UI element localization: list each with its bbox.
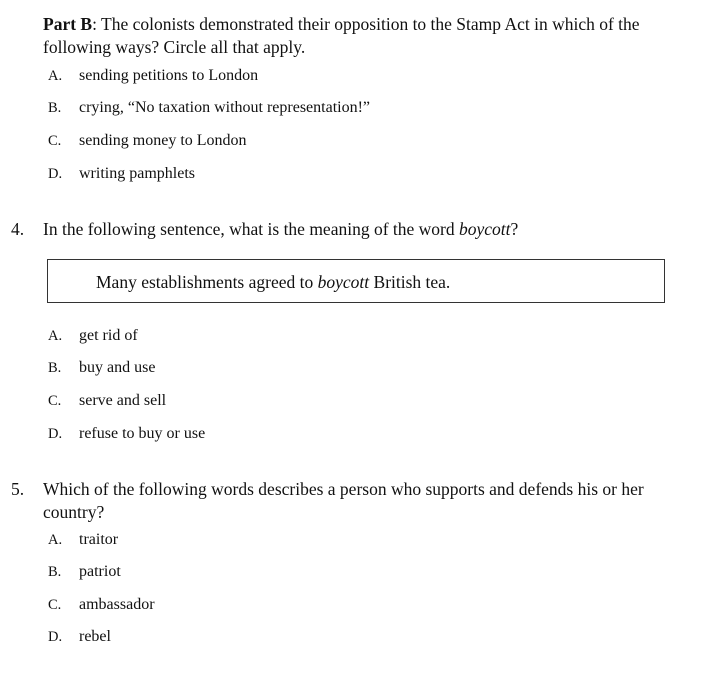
partB-stem-line1	[43, 13, 640, 36]
q4-option-a[interactable]	[48, 326, 62, 346]
q4-option-b[interactable]	[48, 358, 61, 378]
q4-stem-end: ?	[510, 219, 519, 239]
option-letter: A.	[48, 532, 63, 548]
q4-number: 4.	[11, 219, 25, 239]
q5-option-c[interactable]	[48, 595, 61, 615]
q4-option-d-text: refuse to buy or use	[79, 425, 206, 442]
q5-option-a-text: traitor	[79, 531, 119, 548]
q5-number: 5.	[11, 479, 25, 499]
q5-option-a[interactable]	[48, 530, 62, 550]
q5-stem-line2: country?	[43, 502, 105, 522]
q4-option-d[interactable]	[48, 424, 62, 444]
q4-stem-text: In the following sentence, what is the meaning of the word	[43, 219, 460, 239]
option-letter: C.	[48, 597, 62, 613]
option-letter: D.	[48, 629, 63, 645]
sentence-text-post: British tea.	[369, 272, 451, 292]
q4-option-b-text: buy and use	[79, 359, 156, 376]
q4-stem	[43, 218, 518, 241]
q4-option-a-text: get rid of	[79, 327, 138, 344]
option-letter: D.	[48, 426, 63, 442]
partB-option-c[interactable]	[48, 131, 61, 151]
option-letter: B.	[48, 360, 62, 376]
q4-stem-word: boycott	[459, 219, 511, 239]
option-letter: A.	[48, 68, 63, 84]
option-letter: B.	[48, 100, 62, 116]
option-letter: C.	[48, 133, 62, 149]
option-letter: C.	[48, 393, 62, 409]
sentence-word: boycott	[317, 272, 370, 292]
partB-label: Part B	[43, 14, 93, 34]
partB-option-c-text: sending money to London	[79, 132, 247, 149]
example-sentence-box	[47, 259, 665, 303]
sentence-text-pre: Many establishments agreed to	[96, 272, 318, 292]
q5-stem-line1: Which of the following words describes a person who supports and defends his or her	[43, 479, 644, 499]
q5-option-d-text: rebel	[79, 628, 111, 645]
option-letter: D.	[48, 166, 63, 182]
partB-stem-text: : The colonists demonstrated their opposition to the Stamp Act in which of the	[92, 14, 640, 34]
q5-option-c-text: ambassador	[79, 596, 155, 613]
partB-stem-line2: following ways? Circle all that apply.	[43, 37, 306, 57]
partB-option-a-text: sending petitions to London	[79, 67, 259, 84]
partB-option-b[interactable]	[48, 98, 61, 118]
option-letter: A.	[48, 328, 63, 344]
q5-option-b[interactable]	[48, 562, 61, 582]
option-letter: B.	[48, 564, 62, 580]
q4-option-c-text: serve and sell	[79, 392, 167, 409]
example-sentence	[96, 271, 450, 293]
partB-option-b-text: crying, “No taxation without representation!”	[79, 99, 371, 116]
q5-option-d[interactable]	[48, 627, 62, 647]
q5-option-b-text: patriot	[79, 563, 121, 580]
partB-option-d[interactable]	[48, 164, 62, 184]
partB-option-a[interactable]	[48, 66, 62, 86]
q4-option-c[interactable]	[48, 391, 61, 411]
partB-option-d-text: writing pamphlets	[79, 165, 195, 182]
